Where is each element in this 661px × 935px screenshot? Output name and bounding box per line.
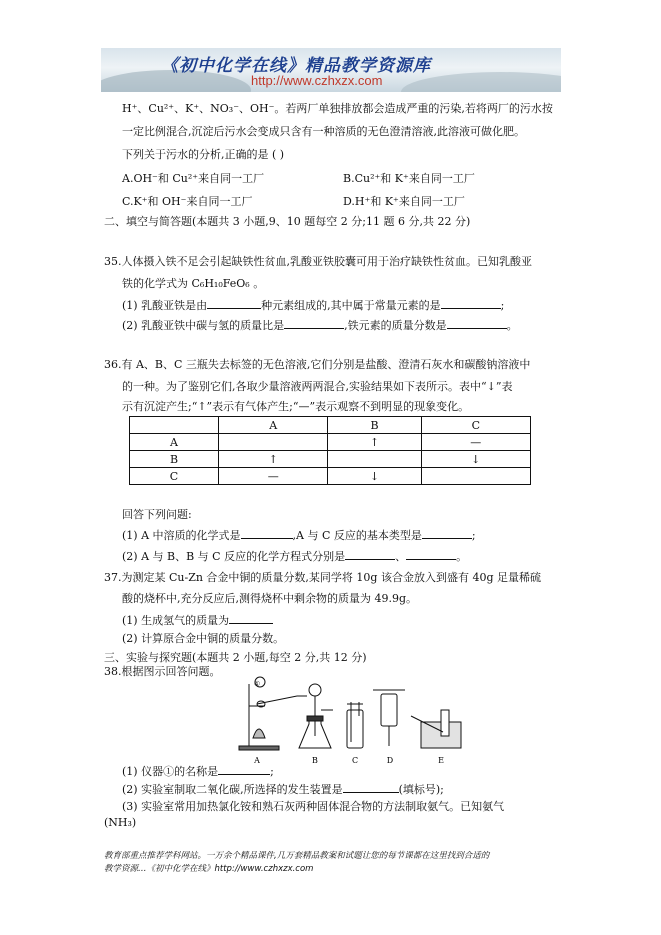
q37-line1: 37.为测定某 Cu-Zn 合金中铜的质量分数,某同学将 10g 该合金放入到盛有 40g 足量稀硫 bbox=[104, 571, 541, 584]
q36-line2: 的一种。为了鉴别它们,各取少量溶液两两混合,实验结果如下表所示。表中“↓”表 bbox=[122, 380, 513, 393]
table-row bbox=[130, 434, 531, 451]
apparatus-label: B bbox=[312, 756, 318, 765]
q36-line1: 36.有 A、B、C 三瓶失去标签的无色溶液,它们分别是盐酸、澄清石灰水和碳酸钠溶液中 bbox=[104, 358, 531, 371]
q35-line1: 35.人体摄入铁不足会引起缺铁性贫血,乳酸亚铁胶囊可用于治疗缺铁性贫血。已知乳酸亚 bbox=[104, 255, 532, 268]
header-banner bbox=[101, 48, 561, 92]
table-cell: — bbox=[421, 434, 530, 451]
q34-line2: 一定比例混合,沉淀后污水会变成只含有一种溶质的无色澄清溶液,此溶液可做化肥。 bbox=[122, 125, 525, 138]
q36-answer-prompt: 回答下列问题: bbox=[122, 508, 192, 521]
footer-line1: 教育部重点推荐学科网站。一万余个精品课件,几万套精品教案和试题让您的每节课都在这里找到合适的 bbox=[104, 851, 490, 861]
table-cell: ↑ bbox=[328, 434, 421, 451]
apparatus-label: C bbox=[351, 756, 359, 765]
q35-blank-4[interactable] bbox=[447, 318, 507, 329]
q35-sub2-text-b: ,铁元素的质量分数是 bbox=[344, 319, 447, 332]
q34-line3: 下列关于污水的分析,正确的是 ( ) bbox=[122, 148, 285, 161]
q36-sub2-text-a: (2) A 与 B、B 与 C 反应的化学方程式分别是 bbox=[122, 550, 346, 563]
table-header-cell: B bbox=[328, 417, 421, 434]
footer bbox=[104, 850, 489, 876]
q36-results-table bbox=[129, 416, 531, 485]
q35-sub1-text-c: ; bbox=[500, 299, 505, 312]
q36-sub1-text-c: ; bbox=[471, 529, 476, 542]
q38-sub3: (3) 实验室常用加热氯化铵和熟石灰两种固体混合物的方法制取氨气。已知氨气 bbox=[122, 800, 505, 813]
table-cell: B bbox=[130, 451, 219, 468]
q37-blank-1[interactable] bbox=[229, 613, 273, 624]
apparatus-label: D bbox=[386, 756, 394, 765]
q35-sub1 bbox=[122, 298, 504, 313]
q36-sub2-text-c: 。 bbox=[456, 550, 468, 563]
q34-option-c: C.K⁺和 OH⁻来自同一工厂 bbox=[122, 195, 253, 208]
q35-line2: 铁的化学式为 C₆H₁₀FeO₆ 。 bbox=[122, 277, 265, 290]
q38-sub1-text-b: ; bbox=[270, 765, 274, 778]
table-header-cell: C bbox=[421, 417, 530, 434]
table-cell: — bbox=[219, 468, 328, 485]
table-row bbox=[130, 468, 531, 485]
q36-blank-3[interactable] bbox=[345, 549, 395, 560]
table-cell: ↓ bbox=[421, 451, 530, 468]
table-cell bbox=[421, 468, 530, 485]
q38-sub3-formula: (NH₃) bbox=[104, 816, 137, 829]
table-header-row bbox=[130, 417, 531, 434]
apparatus-label: E bbox=[438, 756, 444, 765]
q38-line1: 38.根据图示回答问题。 bbox=[104, 665, 221, 678]
q35-sub2-text-c: 。 bbox=[506, 319, 518, 332]
apparatus-marker: ① bbox=[253, 680, 261, 688]
table-header-cell bbox=[130, 417, 219, 434]
q35-blank-1[interactable] bbox=[207, 298, 261, 309]
q35-sub2 bbox=[122, 318, 518, 333]
q37-line2: 酸的烧杯中,充分反应后,测得烧杯中剩余物的质量为 49.9g。 bbox=[122, 592, 418, 605]
q38-sub1-text-a: (1) 仪器①的名称是 bbox=[122, 765, 219, 778]
table-cell: C bbox=[130, 468, 219, 485]
q36-sub1 bbox=[122, 528, 476, 543]
footer-line2[interactable]: 教学资源…《初中化学在线》http://www.czhxzx.com bbox=[104, 864, 314, 874]
q38-sub2 bbox=[122, 782, 444, 797]
q36-blank-4[interactable] bbox=[406, 549, 456, 560]
q38-blank-1[interactable] bbox=[218, 764, 270, 775]
q38-sub1 bbox=[122, 764, 274, 779]
apparatus-d-bottle bbox=[373, 690, 405, 746]
table-cell: ↓ bbox=[328, 468, 421, 485]
q38-sub2-text-b: (填标号); bbox=[398, 783, 444, 796]
table-cell: ↑ bbox=[219, 451, 328, 468]
q36-sub2 bbox=[122, 549, 467, 564]
q35-blank-3[interactable] bbox=[284, 318, 344, 329]
section-3-heading: 三、实验与探究题(本题共 2 小题,每空 2 分,共 12 分) bbox=[104, 651, 367, 664]
apparatus-c-bottle bbox=[347, 702, 363, 748]
lab-apparatus-diagram bbox=[235, 676, 465, 768]
q38-sub2-text-a: (2) 实验室制取二氧化碳,所选择的发生装置是 bbox=[122, 783, 343, 796]
q35-sub1-text-a: (1) 乳酸亚铁是由 bbox=[122, 299, 208, 312]
q34-option-b: B.Cu²⁺和 K⁺来自同一工厂 bbox=[343, 172, 475, 185]
q36-blank-2[interactable] bbox=[422, 528, 472, 539]
q36-sub1-text-b: ,A 与 C 反应的基本类型是 bbox=[292, 529, 422, 542]
apparatus-e-trough bbox=[411, 710, 461, 748]
q34-option-a: A.OH⁻和 Cu²⁺来自同一工厂 bbox=[122, 172, 265, 185]
q35-blank-2[interactable] bbox=[441, 298, 501, 309]
table-header-cell: A bbox=[219, 417, 328, 434]
table-cell bbox=[219, 434, 328, 451]
q35-sub1-text-b: 种元素组成的,其中属于常量元素的是 bbox=[261, 299, 441, 312]
q35-sub2-text-a: (2) 乳酸亚铁中碳与氢的质量比是 bbox=[122, 319, 285, 332]
q34-line1: H⁺、Cu²⁺、K⁺、NO₃⁻、OH⁻。若两厂单独排放都会造成严重的污染,若将两厂的污水按 bbox=[122, 102, 553, 115]
apparatus-b-flask bbox=[299, 684, 333, 748]
q36-sub2-text-b: 、 bbox=[395, 550, 407, 563]
q36-sub1-text-a: (1) A 中溶质的化学式是 bbox=[122, 529, 241, 542]
q36-blank-1[interactable] bbox=[241, 528, 293, 539]
q36-line3: 示有沉淀产生;“↑”表示有气体产生;“—”表示观察不到明显的现象变化。 bbox=[122, 400, 470, 413]
section-2-heading: 二、填空与简答题(本题共 3 小题,9、10 题每空 2 分;11 题 6 分,共 22 分) bbox=[104, 215, 471, 228]
q37-sub1 bbox=[122, 613, 273, 628]
apparatus-label: A bbox=[254, 756, 260, 765]
apparatus-a-stand bbox=[239, 677, 307, 750]
table-cell bbox=[328, 451, 421, 468]
banner-url[interactable]: http://www.czhxzx.com bbox=[251, 73, 383, 88]
banner-title: 《初中化学在线》精品教学资源库 bbox=[161, 56, 431, 76]
table-cell: A bbox=[130, 434, 219, 451]
q38-blank-2[interactable] bbox=[343, 782, 399, 793]
q37-sub1-text: (1) 生成氢气的质量为 bbox=[122, 614, 230, 627]
q34-option-d: D.H⁺和 K⁺来自同一工厂 bbox=[343, 195, 465, 208]
table-row bbox=[130, 451, 531, 468]
q37-sub2: (2) 计算原合金中铜的质量分数。 bbox=[122, 632, 285, 645]
